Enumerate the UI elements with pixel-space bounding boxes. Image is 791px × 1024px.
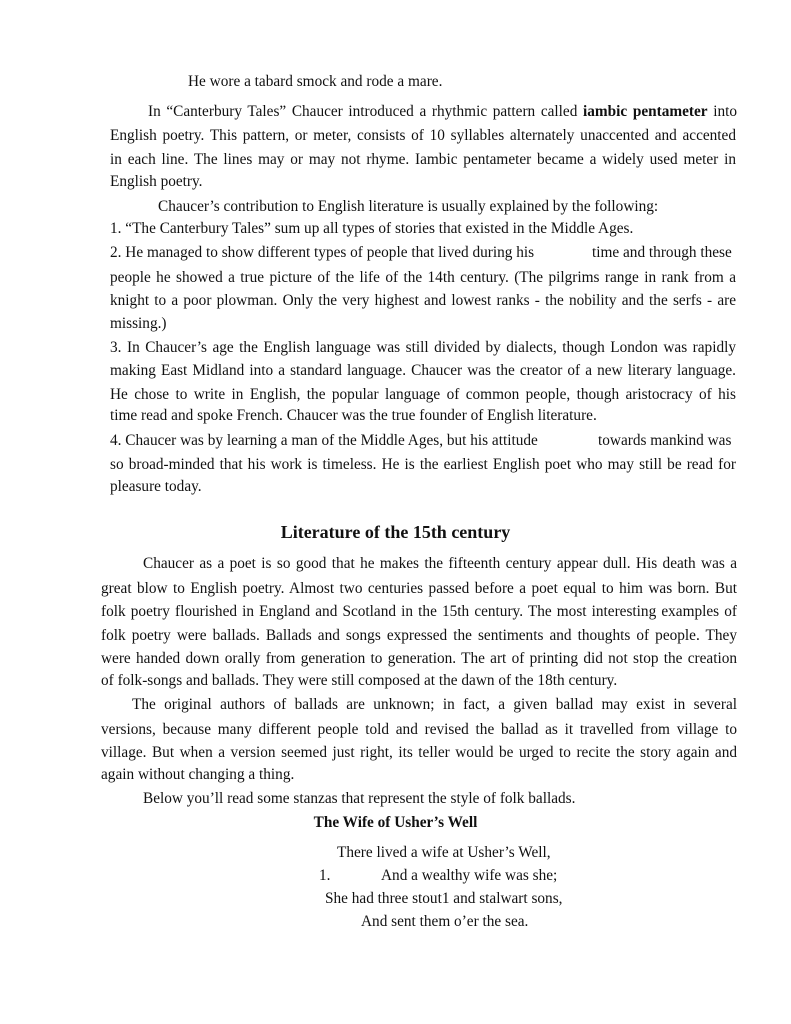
para2-line5: were handed down orally from generation to generation. The art of printing did not stop the creation: [101, 650, 737, 667]
para2-line1: Chaucer as a poet is so good that he makes the fifteenth century appear dull. His death was a: [143, 555, 737, 572]
list-item-3a: 3. In Chaucer’s age the English language was still divided by dialects, though London was rapidly: [110, 339, 736, 356]
ballad-line-1: There lived a wife at Usher’s Well,: [337, 844, 551, 861]
para2-line2: great blow to English poetry. Almost two centuries passed before a poet equal to him was born. But: [101, 580, 737, 597]
list-item-2a-part2: time and through these: [592, 244, 732, 261]
list-item-4a-part2: towards mankind was: [598, 432, 732, 449]
para1-line2: English poetry. This pattern, or meter, consists of 10 syllables alternately unaccented and accented: [110, 127, 736, 144]
list-item-4b: so broad-minded that his work is timeless. He is the earliest English poet who may still be read for: [110, 456, 736, 473]
list-item-1: 1. “The Canterbury Tales” sum up all types of stories that existed in the Middle Ages.: [110, 220, 634, 237]
para1-line3: in each line. The lines may or may not rhyme. Iambic pentameter became a widely used meter in: [110, 151, 736, 168]
para2-line6: of folk-songs and ballads. They were still composed at the dawn of the 18th century.: [101, 672, 618, 689]
para3-line3: village. But when a version seemed just right, its teller would be urged to recite the story again and: [101, 744, 737, 761]
para3-line2: versions, because many different people told and revised the ballad as it travelled from village to: [101, 721, 737, 738]
para4: Below you’ll read some stanzas that represent the style of folk ballads.: [143, 790, 576, 807]
list-item-2b: people he showed a true picture of the life of the 14th century. (The pilgrims range in rank from a: [110, 269, 736, 286]
para3-line4: again without changing a thing.: [101, 766, 295, 783]
term-iambic-pentameter: iambic pentameter: [583, 103, 708, 120]
ballad-line-3: She had three stout1 and stalwart sons,: [325, 890, 563, 907]
list-item-3d: time read and spoke French. Chaucer was the true founder of English literature.: [110, 407, 597, 424]
stanza-number: 1.: [319, 867, 331, 884]
list-item-2d: missing.): [110, 315, 167, 332]
list-item-2a-part1: 2. He managed to show different types of people that lived during his: [110, 244, 535, 261]
list-item-3c: He chose to write in English, the popular language of common people, though aristocracy of his: [110, 386, 736, 403]
ballad-line-2: And a wealthy wife was she;: [381, 867, 558, 884]
ballad-title: The Wife of Usher’s Well: [313, 814, 478, 831]
para2-line4: folk poetry were ballads. Ballads and songs expressed the sentiments and thoughts of people. They: [101, 627, 737, 644]
list-item-3b: making East Midland into a standard language. Chaucer was the creator of a new literary language.: [110, 362, 736, 379]
list-item-4a-part1: 4. Chaucer was by learning a man of the Middle Ages, but his attitude: [110, 432, 538, 449]
para3-line1: The original authors of ballads are unknown; in fact, a given ballad may exist in several: [132, 696, 737, 713]
contrib-intro: Chaucer’s contribution to English literature is usually explained by the following:: [158, 198, 659, 215]
top-line: He wore a tabard smock and rode a mare.: [188, 73, 443, 90]
para1-line1: [148, 101, 737, 123]
ballad-line-4: And sent them o’er the sea.: [361, 913, 529, 930]
para1-line4: English poetry.: [110, 173, 203, 190]
section-heading: Literature of the 15th century: [280, 522, 511, 542]
para1-pre: In “Canterbury Tales” Chaucer introduced a rhythmic pattern called: [148, 103, 578, 120]
para2-line3: folk poetry flourished in England and Scotland in the 15th century. The most interesting examples of: [101, 603, 737, 620]
list-item-2c: knight to a poor plowman. Only the very highest and lowest ranks - the nobility and the serfs - are: [110, 292, 736, 309]
para1-post: into: [713, 103, 738, 120]
list-item-4c: pleasure today.: [110, 478, 202, 495]
